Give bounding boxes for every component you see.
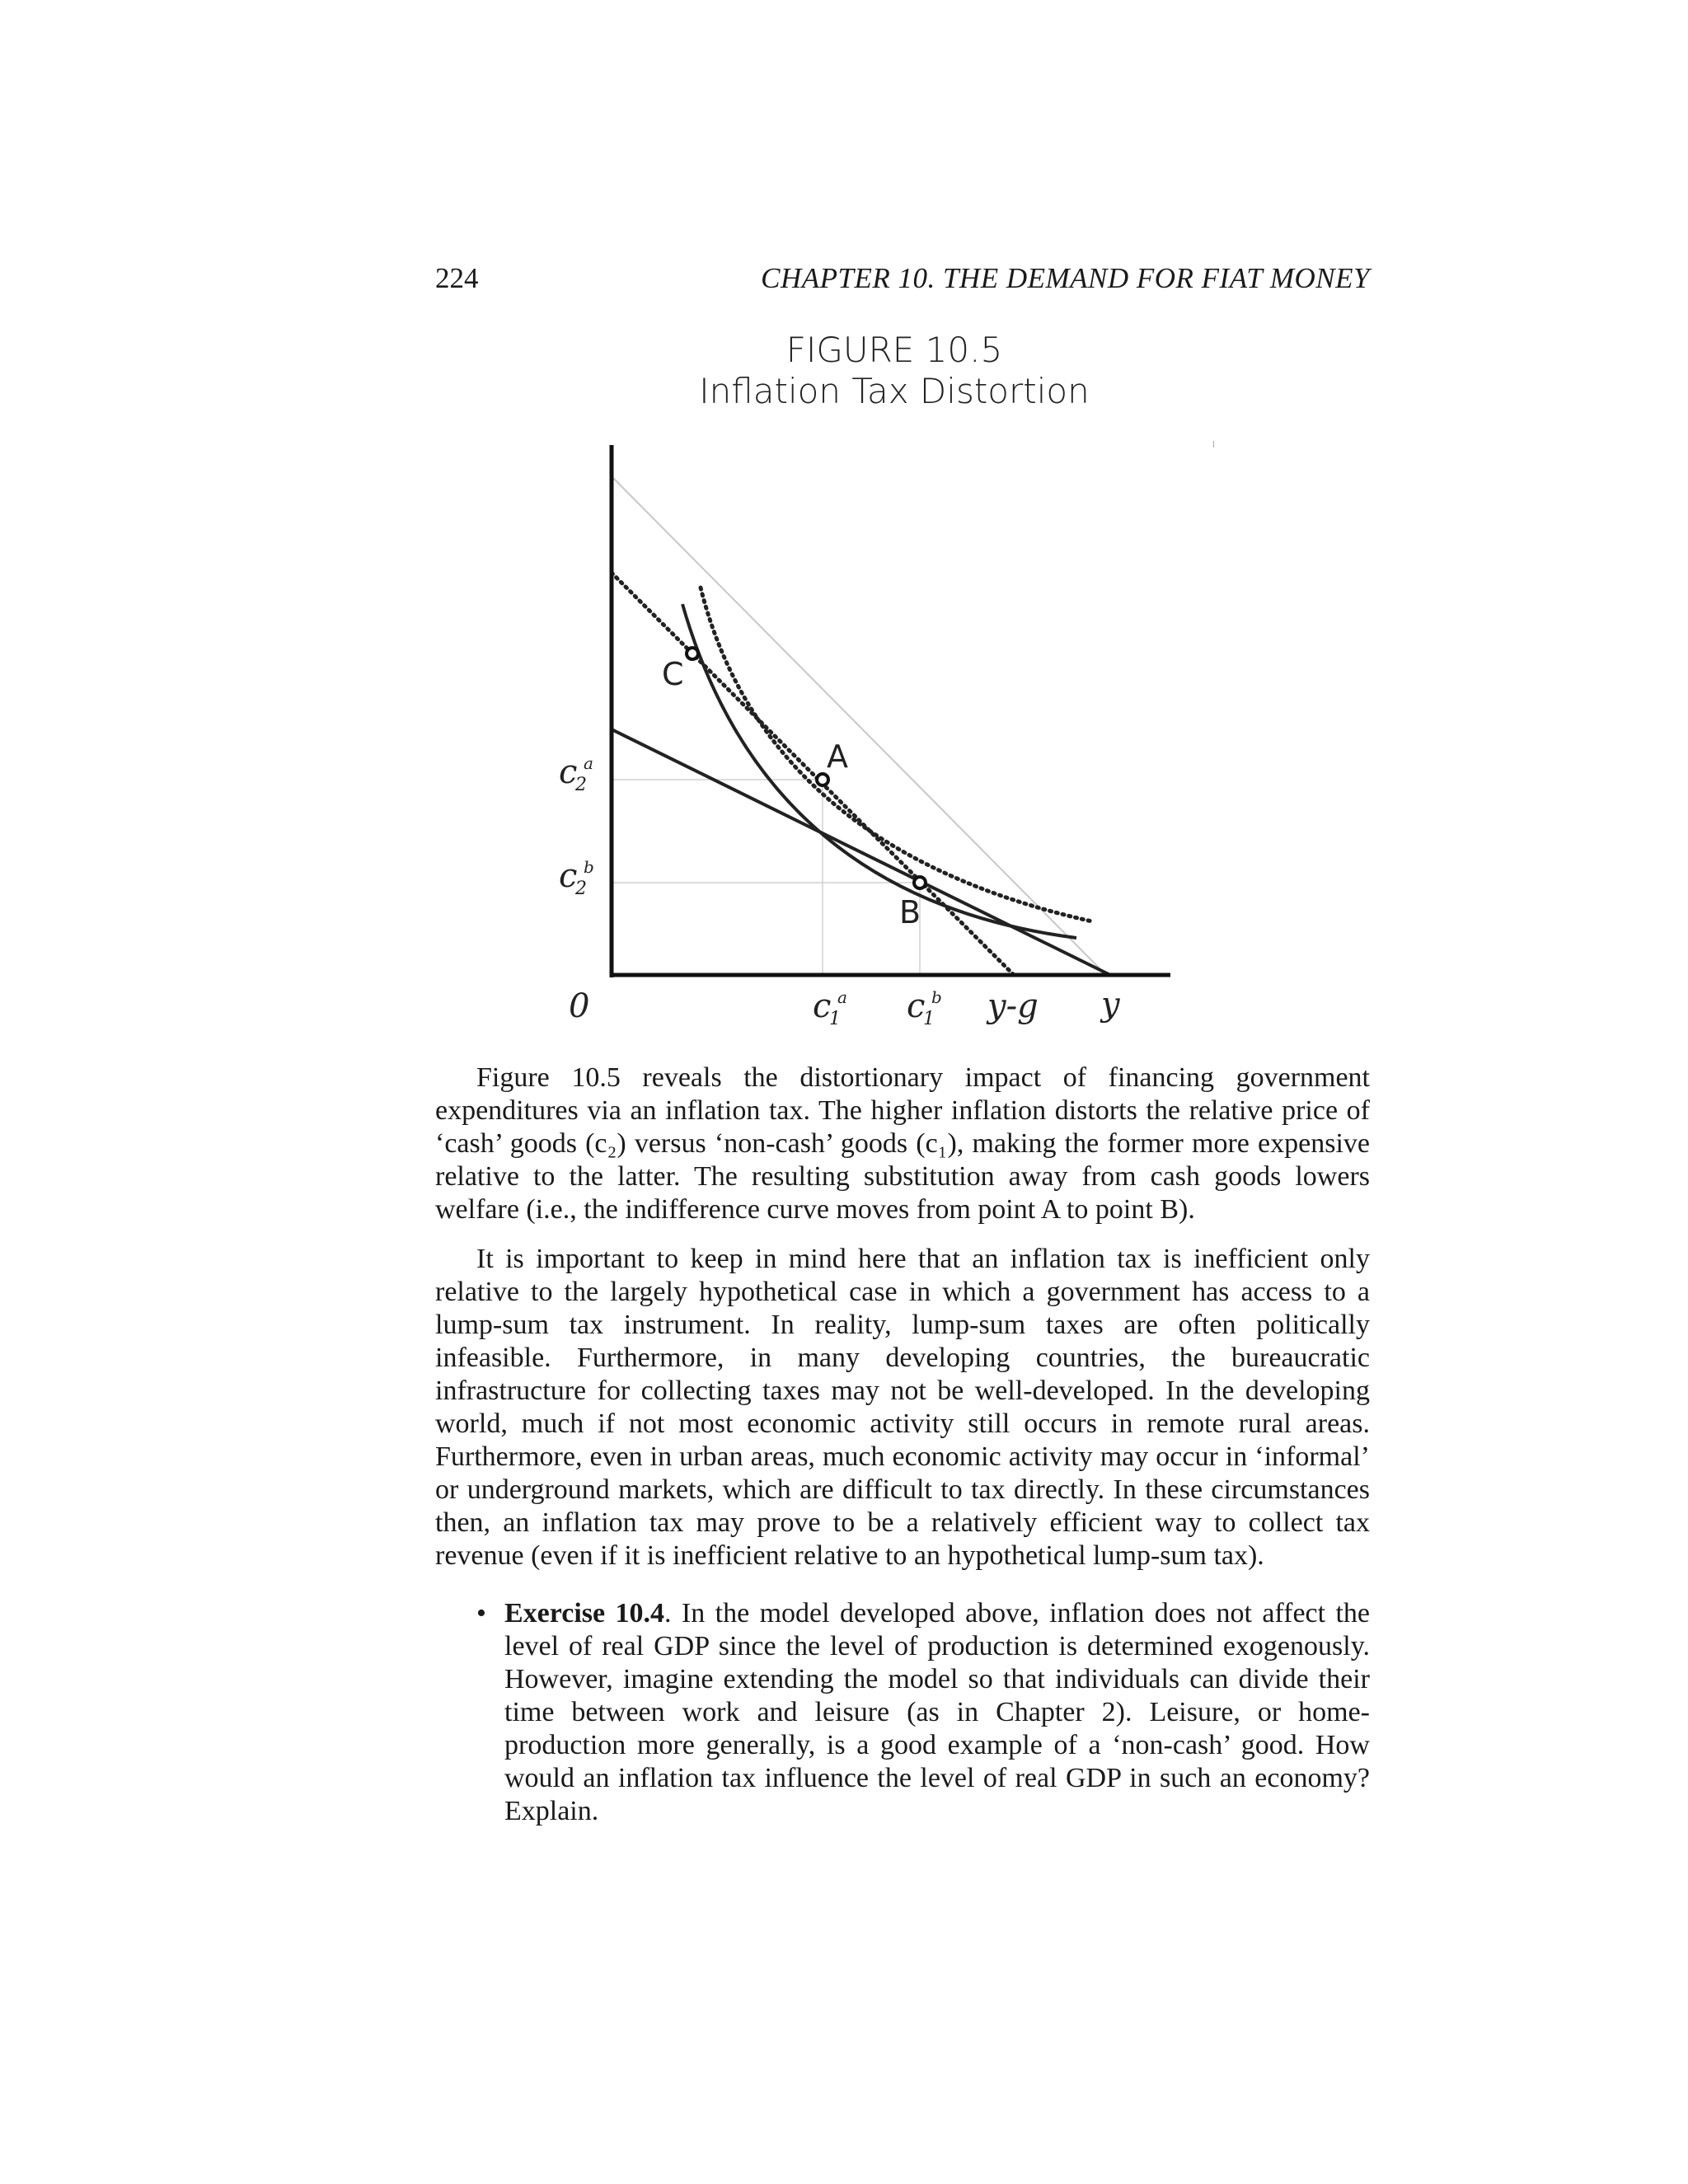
- c1b-label: c: [907, 987, 926, 1025]
- y-minus-g-label: y-g: [987, 987, 1039, 1025]
- c1a-sup: a: [837, 987, 847, 1007]
- point-b-dot: [914, 877, 926, 888]
- budget-line-lump-sum: [612, 573, 1014, 975]
- page-number: 224: [435, 262, 479, 294]
- point-b-label: B: [899, 894, 921, 930]
- point-a-label: A: [827, 738, 848, 775]
- budget-line-inflation: [612, 729, 1110, 975]
- figure-diagram: [495, 437, 1236, 1030]
- exercise-text: . In the model developed above, inflation does not affect the level of real GDP since the level of production is determined exogenously. However, imagine extending the model so that individuals can divide their time between work and leisure (as in Chapter 2). Leisure, or home-production more generally, is a good example of a ‘non-cash’ good. How would an inflation tax influence the level of real GDP in such an economy? Explain.: [504, 1598, 1371, 1826]
- origin-label: 0: [569, 987, 590, 1025]
- exercise-10-4: [504, 1597, 1370, 1828]
- indifference-curve-b: [682, 604, 1076, 938]
- inflation-tax-figure: [495, 437, 1236, 1030]
- c1b-sub: 1: [923, 1009, 935, 1029]
- resource-line: [612, 476, 1106, 975]
- point-a-dot: [817, 774, 828, 785]
- exercise-bullet: •: [476, 1598, 486, 1629]
- c2a-sub: 2: [575, 775, 587, 795]
- figure-number: FIGURE 10.5: [785, 330, 1003, 370]
- c1a-sub: 1: [829, 1009, 841, 1029]
- figure-title: Inflation Tax Distortion: [699, 371, 1090, 411]
- exercise-label: Exercise 10.4: [504, 1598, 665, 1629]
- c2b-sup: b: [584, 857, 594, 877]
- y-label: y: [1101, 986, 1120, 1024]
- c2a-sup: a: [584, 753, 593, 773]
- c2b-label: c: [559, 857, 578, 895]
- c1b-sup: b: [931, 987, 942, 1007]
- c2a-label: c: [559, 753, 578, 791]
- point-c-dot: [687, 648, 698, 659]
- point-c-label: C: [662, 656, 684, 692]
- running-head: CHAPTER 10. THE DEMAND FOR FIAT MONEY: [761, 262, 1370, 294]
- paragraph-2: It is important to keep in mind here that an inflation tax is inefficient only relative to the largely hypothetical case in which a government has access to a lump-sum tax instrument. In reality, lump-sum taxes are often politically infeasible. Furthermore, in many developing countries, the bureaucratic infrastructure for collecting taxes may not be well-developed. In the developing world, much if not most economic activity still occurs in remote rural areas. Furthermore, even in urban areas, much economic activity may occur in ‘informal’ or underground markets, which are difficult to tax directly. In these circumstances then, an inflation tax may prove to be a relatively efficient way to collect tax revenue (even if it is inefficient relative to an hypothetical lump-sum tax).: [435, 1244, 1370, 1571]
- c1a-label: c: [813, 987, 832, 1025]
- paragraph-1: Figure 10.5 reveals the distortionary impact of financing government expenditures via an inflation tax. The higher inflation distorts the relative price of ‘cash’ goods (c₂) versus ‘non-cash’ goods (c₁), making the former more expensive relative to the latter. The resulting substitution away from cash goods lowers welfare (i.e., the indifference curve moves from point A to point B).: [435, 1062, 1370, 1225]
- c2b-sub: 2: [575, 879, 587, 899]
